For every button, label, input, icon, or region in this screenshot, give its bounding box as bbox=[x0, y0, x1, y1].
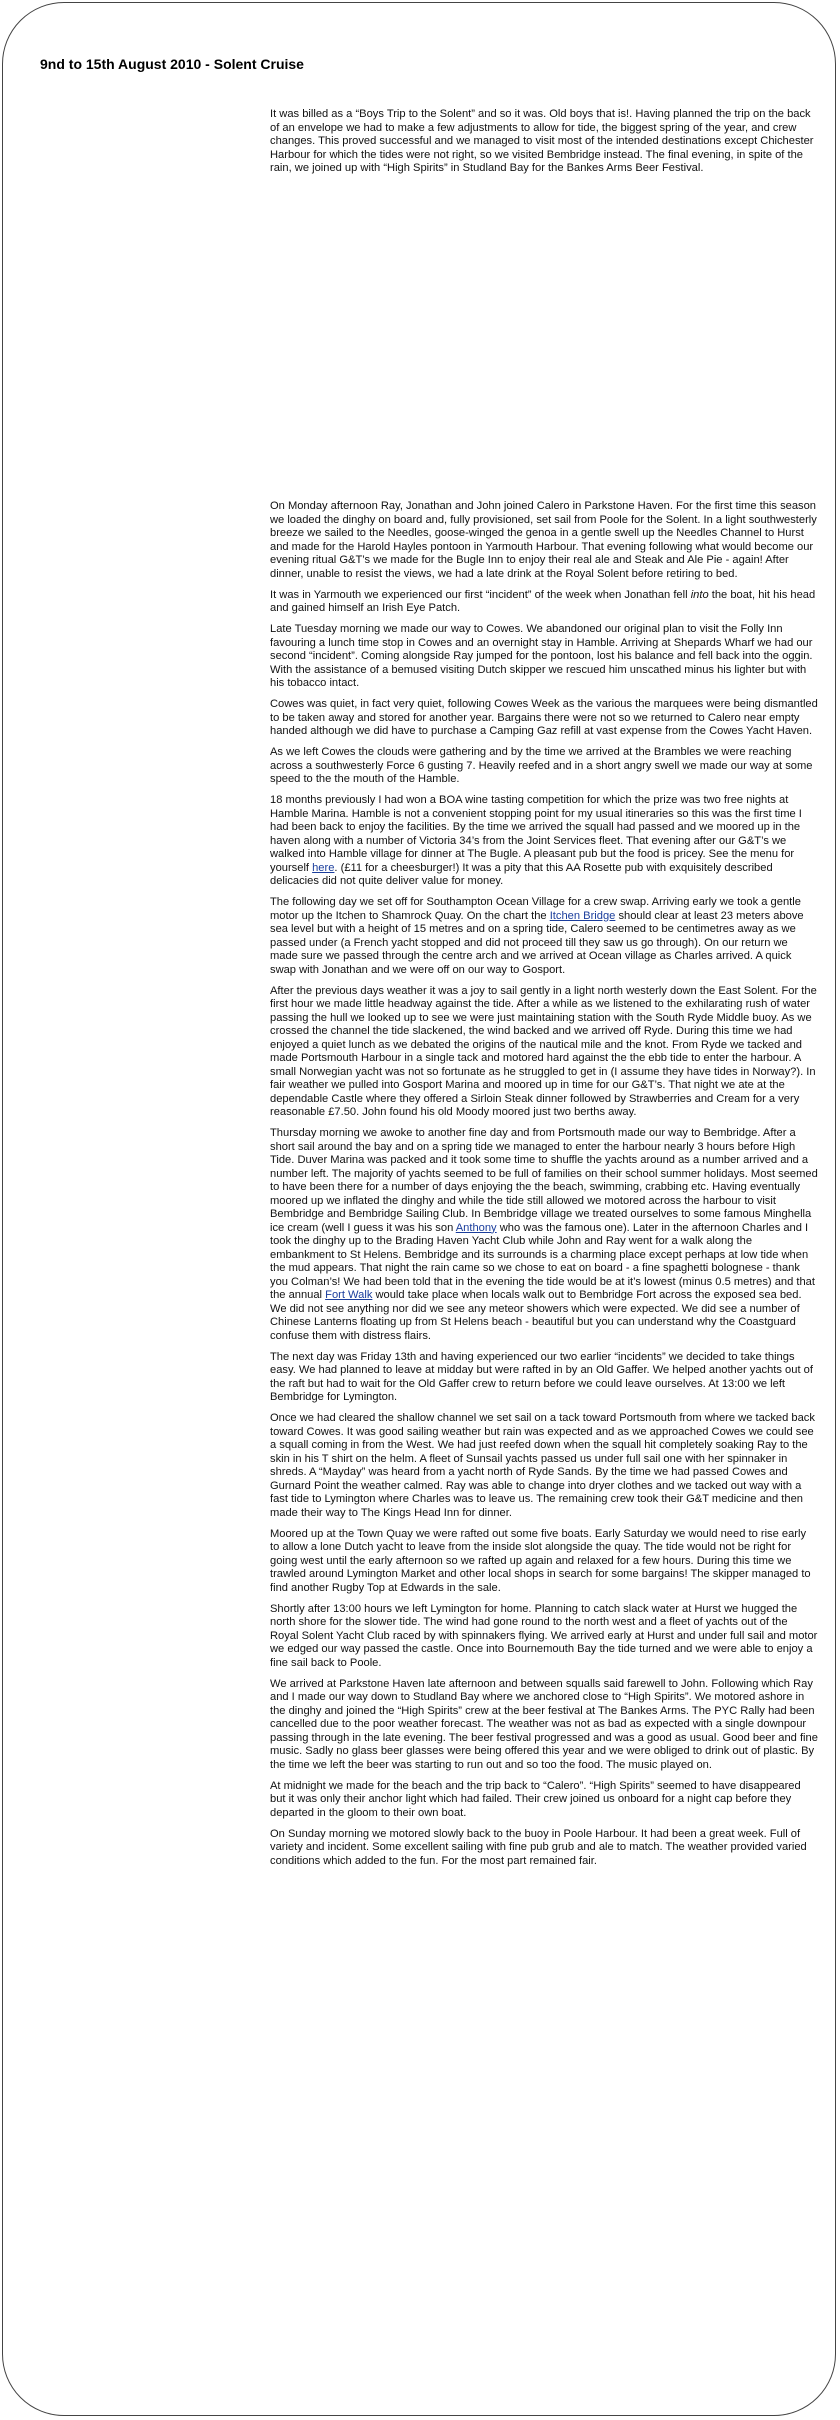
paragraph-bembridge: Thursday morning we awoke to another fine day and from Portsmouth made our way to Bembridge. After a short sail around the bay and on a spring tide we managed to enter the harbour nearly 3 hours before High Tide. Duver Marina was packed and it took some time to shuffle the yachts around as a number arrived and a number left. The majority of yachts seemed to be full of families on their school summer holidays. Most seemed to have been there for a number of days enjoying the the beach, swimming, crabbing etc. Having eventually moored up we inflated the dinghy and while the tide still allowed we motored across the harbour to visit Bembridge and Bembridge Sailing Club. In Bembridge village we treated ourselves to some famous Minghella ice cream (well I guess it was his son Anthony who was the famous one). Later in the afternoon Charles and I took the dinghy up to the Brading Haven Yacht Club while John and Ray went for a walk along the embankment to St Helens. Bembridge and its surrounds is a charming place except perhaps at low tide when the mud appears. That night the rain came so we chose to eat on board - a fine spaghetti bolognese - thank you Colman’s! We had been told that in the evening the tide would be at it’s lowest (minus 0.5 metres) and that the annual Fort Walk would take place when locals walk out to Bembridge Fort across the exposed sea bed. We did not see anything nor did we see any meteor showers which were expected. We did see a number of Chinese Lanterns floating up from St Helens beach - beautiful but you can understand why the Coastguard confuse them with distress flairs. bbox=[270, 1127, 818, 1342]
paragraph-cowes-arrival: Late Tuesday morning we made our way to Cowes. We abandoned our original plan to visit the Folly Inn favouring a lunch time stop in Cowes and an overnight stay in Hamble. Arriving at Shepards Wharf we had our second “incident”. Coming alongside Ray jumped for the pontoon, lost his balance and fell back into the oggin. With the assistance of a bemused visiting Dutch skipper we rescued him unscathed minus his lighter but with his tobacco intact. bbox=[270, 623, 813, 689]
anthony-link[interactable]: Anthony bbox=[455, 1221, 497, 1234]
article-body bbox=[270, 500, 818, 1876]
paragraph-friday-13th: The next day was Friday 13th and having experienced our two earlier “incidents” we decided to take things easy. We had planned to leave at midday but were rafted in by an Old Gaffer. We helped another yachts out of the raft but had to wait for the Old Gaffer crew to return before we could leave ourselves. At 13:00 we left Bembridge for Lymington. bbox=[270, 1350, 813, 1403]
menu-link[interactable]: here bbox=[312, 861, 335, 874]
paragraph-sunday: On Sunday morning we motored slowly back to the buoy in Poole Harbour. It had been a great week. Full of variety and incident. Some excellent sailing with fine pub grub and ale to match. The weather provided varied conditions which added to the fun. For the most part remained fair. bbox=[270, 1827, 807, 1867]
fort-walk-link[interactable]: Fort Walk bbox=[325, 1289, 373, 1301]
paragraph-midnight: At midnight we made for the beach and the trip back to “Calero”. “High Spirits” seemed to have disappeared but it was only their anchor light which had failed. Their crew joined us onboard for a night cap before they departed in the gloom to their own boat. bbox=[270, 1779, 801, 1819]
paragraph-brambles: As we left Cowes the clouds were gathering and by the time we arrived at the Brambles we were reaching across a southwesterly Force 6 gusting 7. Heavily reefed and in a short angry swell we made our way at some speed to the the mouth of the Hamble. bbox=[270, 746, 813, 785]
page-title: 9nd to 15th August 2010 - Solent Cruise bbox=[40, 56, 304, 72]
intro-section bbox=[270, 108, 818, 183]
emphasis-into: into bbox=[690, 588, 709, 601]
paragraph-homeward: Shortly after 13:00 hours we left Lymington for home. Planning to catch slack water at Hurst we hugged the north shore for the slower tide. The wind had gone round to the north west and a fleet of yachts out of the Royal Solent Yacht Club raced by with spinnakers flying. We arrived early at Hurst and under full sail and motor we edged our way passed the castle. Once into Bournemouth Bay the tide turned and we were able to enjoy a fine sail back to Poole. bbox=[270, 1602, 818, 1669]
paragraph-cowes-quiet: Cowes was quiet, in fact very quiet, following Cowes Week as the various the marquees were being dismantled to be taken away and stored for another year. Bargains there were not so we returned to Calero near empty handed although we did have to purchase a Camping Gaz refill at vast expense from the Cowes Yacht Haven. bbox=[270, 698, 818, 737]
paragraph-hamble: 18 months previously I had won a BOA wine tasting competition for which the prize was two free nights at Hamble Marina. Hamble is not a convenient stopping point for my usual itineraries so this was the first time I had been back to enjoy the facilities. By the time we arrived the squall had passed and we moored up in the haven along with a number of Victoria 34’s from the Joint Services fleet. That evening after our G&T’s we walked into Hamble village for dinner at The Bugle. A pleasant pub but the food is pricey. See the menu for yourself here. (£11 for a cheesburger!) It was a pity that this AA Rosette pub with exquisitely described delicacies did not quite deliver value for money. bbox=[270, 794, 802, 887]
paragraph-departure: On Monday afternoon Ray, Jonathan and John joined Calero in Parkstone Haven. For the first time this season we loaded the dinghy on board and, fully provisioned, set sail from Poole for the Solent. In a light southwesterly breeze we sailed to the Needles, goose-winged the genoa in a gentle swell up the Needles Channel to Hurst and made for the Harold Hayles pontoon in Yarmouth Harbour. That evening following what would become our evening ritual G&T’s we made for the Bugle Inn to enjoy their real ale and Steak and Ale Pie - again! After dinner, unable to resist the views, we had a late drink at the Royal Solent before retiring to bed. bbox=[270, 500, 817, 580]
paragraph-lymington: Moored up at the Town Quay we were rafted out some five boats. Early Saturday we would need to rise early to allow a lone Dutch yacht to leave from the inside slot alongside the quay. The tide would not be right for going west until the early afternoon so we rafted up again and relaxed for a few hours. During this time we trawled around Lymington Market and other local shops in search for some bargains! The skipper managed to find another Rugby Top at Edwards in the sale. bbox=[270, 1527, 811, 1594]
itchen-bridge-link[interactable]: Itchen Bridge bbox=[549, 909, 616, 922]
paragraph-squall: Once we had cleared the shallow channel we set sail on a tack toward Portsmouth from where we tacked back toward Cowes. It was good sailing weather but rain was expected and as we approached Cowes we could see a squall coming in from the West. We had just reefed down when the squall hit completely soaking Ray to the skin in his T shirt on the helm. A fleet of Sunsail yachts passed us under full sail one with her spinnaker in shreds. A “Mayday” was heard from a yacht north of Ryde Sands. By the time we had passed Cowes and Gurnard Point the weather calmed. Ray was able to change into dryer clothes and we tacked out way with a fast tide to Lymington where Charles was to leave us. The remaining crew took their G&T medicine and then made their way to The Kings Head Inn for dinner. bbox=[270, 1412, 815, 1519]
paragraph-first-incident: It was in Yarmouth we experienced our first “incident” of the week when Jonathan fell into the boat, hit his head and gained himself an Irish Eye Patch. bbox=[270, 588, 816, 614]
paragraph-beer-festival: We arrived at Parkstone Haven late afternoon and between squalls said farewell to John. Following which Ray and I made our way down to Studland Bay where we anchored close to “High Spirits”. We motored ashore in the dinghy and joined the “High Spirits” crew at the beer festival at The Bankes Arms. The PYC Rally had been cancelled due to the poor weather forecast. The weather was not as bad as expected with a single downpour passing through in the late evening. The beer festival progressed and was a good as usual. Good beer and fine music. Sadly no glass beer glasses were being offered this year and we were obliged to drink out of plastic. By the time we left the beer was starting to run out and so too the food. The music played on. bbox=[270, 1677, 818, 1771]
intro-paragraph: It was billed as a “Boys Trip to the Solent” and so it was. Old boys that is!. Having planned the trip on the back of an envelope we had to make a few adjustments to allow for tide, the biggest spring of the year, and crew changes. This proved successful and we managed to visit most of the intended destinations except Chichester Harbour for which the tides were not right, so we visited Bembridge instead. The final evening, in spite of the rain, we joined up with “High Spirits” in Studland Bay for the Bankes Arms Beer Festival. bbox=[270, 108, 814, 174]
paragraph-east-solent: After the previous days weather it was a joy to sail gently in a light north westerly down the East Solent. For the first hour we made little headway against the tide. After a while as we listened to the exhilarating rush of water passing the hull we looked up to see we were just maintaining station with the South Ryde Middle buoy. As we crossed the channel the tide slackened, the wind backed and we arrived off Ryde. During this time we had enjoyed a quiet lunch as we debated the origins of the nautical mile and the knot. From Ryde we tacked and made Portsmouth Harbour in a single tack and motored hard against the the ebb tide to enter the harbour. A small Norwegian yacht was not so fortunate as he struggled to get in (I assume they have tides in Norway?). In fair weather we pulled into Gosport Marina and moored up in time for our G&T’s. That night we ate at the dependable Castle where they offered a Sirloin Steak dinner followed by Strawberries and Cream for a very reasonable £7.50. John found his old Moody moored just two berths away. bbox=[270, 984, 817, 1118]
paragraph-southampton: The following day we set off for Southampton Ocean Village for a crew swap. Arriving early we took a gentle motor up the Itchen to Shamrock Quay. On the chart the Itchen Bridge should clear at least 23 meters above sea level but with a height of 15 metres and on a spring tide, Calero seemed to be centimetres away as we passed under (a French yacht stopped and did not proceed till they saw us go through). On our return we made sure we passed through the centre arch and we arrived at Ocean village as Charles arrived. A quick swap with Jonathan and we were off on our way to Gosport. bbox=[270, 896, 804, 976]
